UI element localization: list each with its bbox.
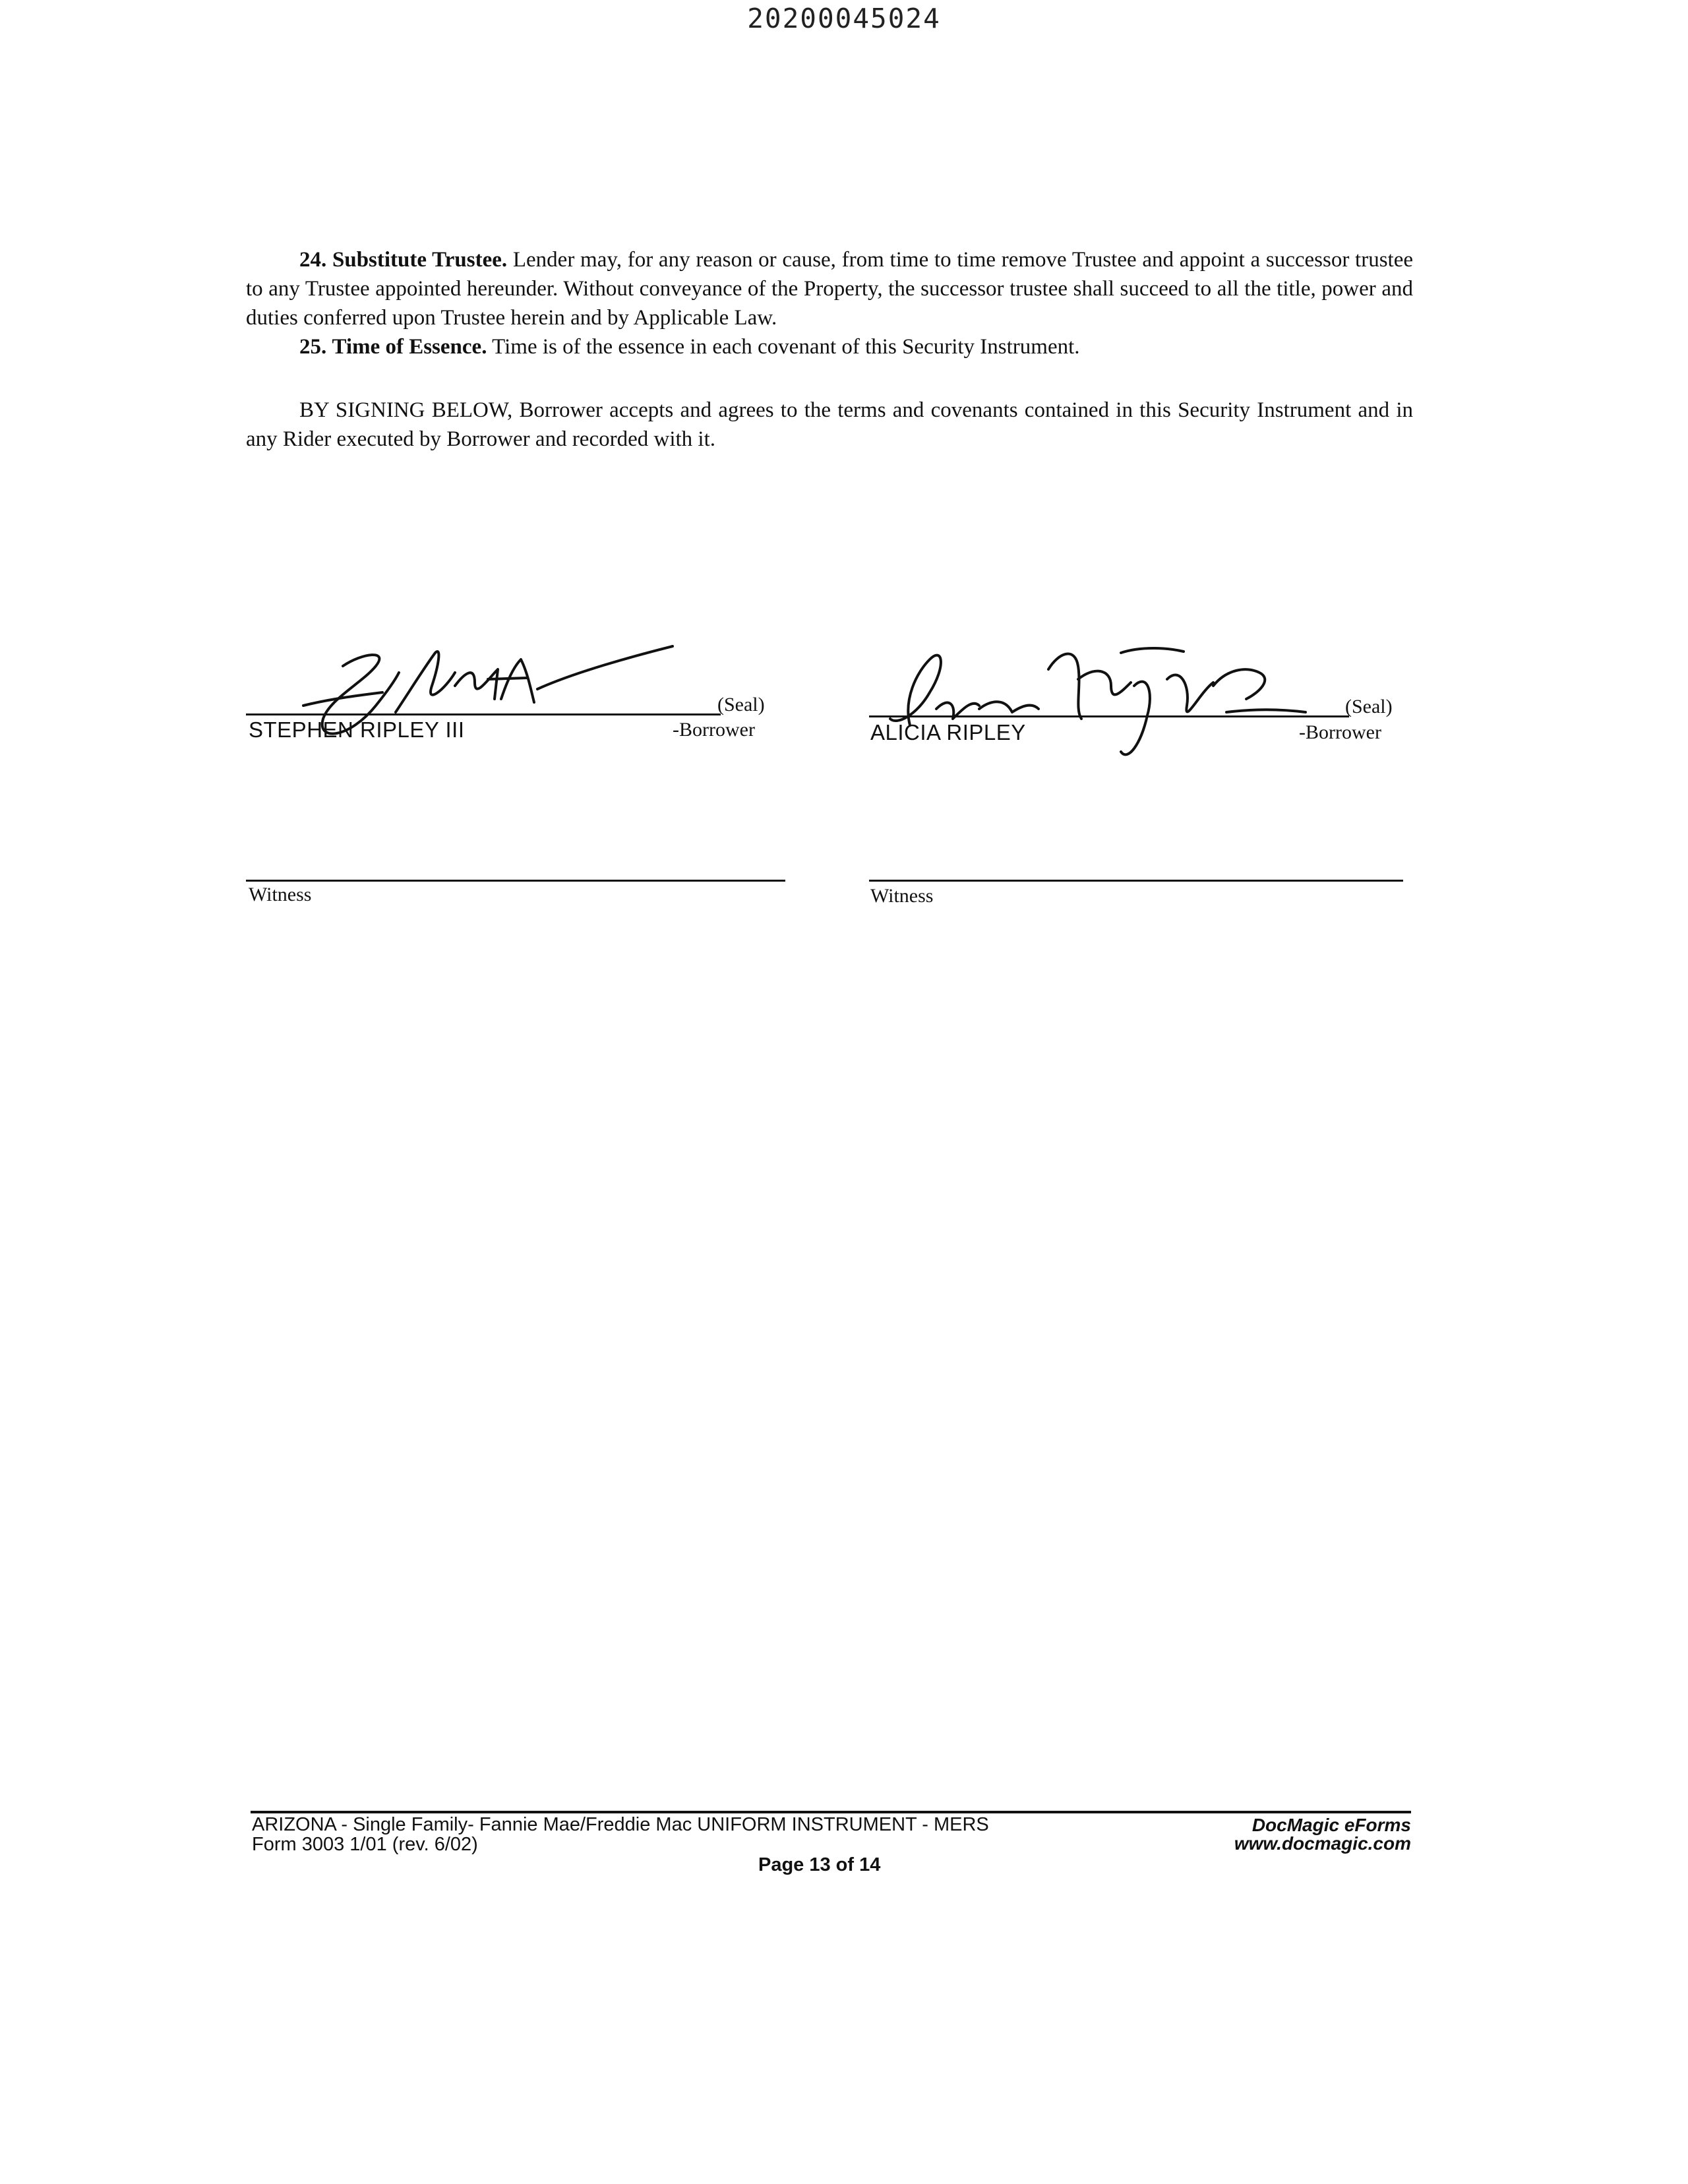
witness-line-2: [869, 880, 1403, 882]
section-25-number: 25.: [299, 335, 327, 359]
footer-form-title: ARIZONA - Single Family- Fannie Mae/Freddie Mac UNIFORM INSTRUMENT - MERS: [252, 1814, 989, 1835]
footer-form-info: [252, 1815, 989, 1854]
witness-label-2: Witness: [870, 885, 934, 907]
witness-label-1: Witness: [249, 884, 312, 905]
seal-label-2: (Seal): [1345, 696, 1393, 717]
footer-form-number: Form 3003 1/01 (rev. 6/02): [252, 1834, 478, 1855]
signing-statement: BY SIGNING BELOW, Borrower accepts and agrees to the terms and covenants contained in this Security Instrument and in any Rider executed by Borrower and recorded with it.: [246, 398, 1413, 451]
seal-label-1: (Seal): [717, 694, 765, 715]
section-24: [246, 245, 1413, 332]
page-number: Page 13 of 14: [758, 1854, 881, 1875]
section-24-text: Lender may, for any reason or cause, from time to time remove Trustee and appoint a successor trustee to any Trustee appointed hereunder. Without conveyance of the Property, the successor trustee shall succeed to all the title, power and duties conferred upon Trustee herein and by Applicable Law.: [246, 248, 1414, 330]
borrower-role-2: -Borrower: [1299, 721, 1381, 743]
footer-publisher-info: [1234, 1816, 1411, 1853]
section-24-title: Substitute Trustee.: [332, 248, 508, 272]
section-24-number: 24.: [299, 248, 327, 272]
signature-line-1: [246, 713, 721, 715]
section-24-paragraph: [246, 245, 1413, 332]
borrower-name-1: STEPHEN RIPLEY III: [249, 717, 465, 742]
footer-rule: [251, 1811, 1411, 1813]
signature-line-2: [869, 715, 1349, 717]
footer-website: www.docmagic.com: [1234, 1833, 1411, 1854]
borrower-name-2: ALICIA RIPLEY: [870, 720, 1026, 744]
borrower-role-1: -Borrower: [673, 719, 755, 741]
section-25-text: Time is of the essence in each covenant of this Security Instrument.: [492, 335, 1080, 359]
section-25-paragraph: [246, 332, 1413, 361]
section-25-title: Time of Essence.: [332, 335, 487, 359]
section-25: [246, 332, 1413, 361]
footer-publisher: DocMagic eForms: [1251, 1815, 1411, 1835]
recording-number: 20200045024: [747, 3, 941, 34]
witness-line-1: [246, 880, 785, 882]
signing-statement-block: [246, 396, 1413, 454]
